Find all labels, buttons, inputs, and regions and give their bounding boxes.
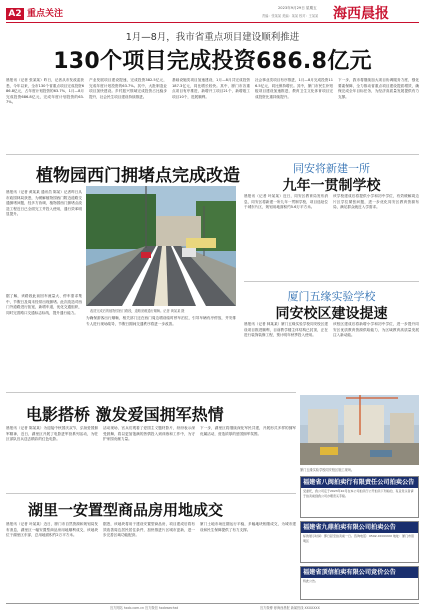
housing-title: 湖里一安置型商品房用地成交 [28,501,224,519]
film-col-1: 晨报讯（记者 陈某某）为迎接中秋国庆双节，弘扬爱国拥军精神，近日，湖里区开展了电影进军营系列活动，为驻区部队官兵送去精彩的红色电影。 [6,426,98,442]
footer-right: 官方微博 @海西晨报 新闻热线 XXXXXXX [260,606,320,610]
ad-title-bar [301,567,418,578]
film-title: 电影搭桥 激发爱国拥军热情 [26,405,224,424]
garden-col-3: 为确保游客出行顺畅，相关部门还在西门周边增设临时停车泊位，引导车辆有序停放，并安排专人进行现场疏导，节假日期间交通秩序将进一步改善。 [86,316,236,326]
lead-col-5: 下一步，我市将继续加大项目协调服务力度，强化要素保障，全力推动省重点项目建设提质增效，确保完成全年目标任务，为经济高质量发展提供有力支撑。 [338,78,419,99]
garden-photo [86,186,236,306]
divider [244,281,419,282]
auction-ad-2 [300,521,419,563]
school2-col-2: 该校区建成后将新增小学和初中学位，进一步提升同安区优质教育资源供给能力，为区域教育高质量发展注入新动能。 [333,322,419,338]
divider [6,154,419,155]
lead-col-4: 社会事业类项目有序推进，1月—8月完成投资116.5亿元，同比保持增长。其中，厦门市民生补短板项目建设加速推进，教育卫生文化体育项目完成投资比重持续提升。 [255,78,333,99]
housing-col-2: 据悉，该地块将用于建设安置型商品房，项目建成后将有效改善周边居民居住条件，加快推进片区城市更新，进一步完善区域功能配套。 [103,522,195,538]
film-col-3: 下一步，湖里区将继续深化军民共建，开展形式多样的拥军优属活动，营造浓厚的爱国拥军氛围。 [200,426,296,436]
lead-col-3: 基础设施类项目加速建设，1月—8月共完成投资187.3亿元，同比增长较快。其中，厦门市各重点项目有序推进，新增开工项目21个，新增竣工项目10个，进展顺利。 [172,78,250,99]
street-scene-image [86,186,236,306]
ad-title-bar [301,477,418,488]
lead-col-1: 晨报讯（记者 张某某）昨日，记者从市发改委获悉，今年以来，全市130个省重点项目完成投资686.8亿元，占年度计划投资的63.7%，1月—8月完成投资686.8亿元，完成年度计划投资的63.7%。 [6,78,84,105]
page-number: A2 [8,9,22,19]
housing-col-3: 厦门土地市场近期运行平稳，多幅地块相继成交，为城市建设和民生保障提供了有力支撑。 [200,522,296,532]
ad-title-bar [301,522,418,533]
film-col-2: 活动现场，官兵们观看了爱国主义题材影片，纷纷表示深受鼓舞，将以更加饱满的热情投入到训练和工作中，为守护家园贡献力量。 [103,426,195,442]
school-photo [300,395,419,465]
construction-site-image [300,395,419,465]
footer-rule [6,603,419,604]
footer-left: 官方网站 hxcb.com.cn 官方微信 hxcbwechat [110,606,178,610]
garden-title: 植物园西门拥堵点完成改造 [36,166,240,186]
ad-body: 特此公告。 [303,579,319,583]
lead-title: 130个项目完成投资686.8亿元 [53,49,372,74]
lead-kicker: 1月—8月，我市省重点项目建设顺利推进 [125,32,300,43]
school-photo-caption: 厦门五缘实验学校同安校区施工现场。 [300,468,355,472]
ad-title: 福建省顶信拍卖有限公司竞价公告 [303,569,396,576]
page-number-badge [6,8,24,20]
lead-col-2: 产业发展项目建设提速，完成投资382.5亿元，完成年度计划投资的63.7%。其中，大批制造业项目加快建设。乡村振兴领域完成投资占比稳步提升，社会民生项目建设持续推进。 [89,78,167,99]
auction-ad-3 [300,566,419,600]
school2-title: 同安校区建设提速 [275,306,388,322]
section-label: 重点关注 [27,9,64,19]
auction-ad-1 [300,476,419,518]
masthead-logo: 海西晨报 [333,6,389,22]
issue-date: 2023年9月29日 星期五 [278,6,317,10]
school1-col-2: 该学校建成后将提供小学和初中学位，有效缓解周边片区学位紧张问题，进一步优化同安区教育资源布局，满足群众就近入学需求。 [333,194,419,210]
editor-credits: 责编：张某某 美编：某某 校对：王某某 [262,14,319,18]
page-header [0,0,425,22]
garden-col-2: 据了解，该路段此前因车流量大、停车需求集中，节假日及周末经常出现拥堵。此次改造对西门外道路进行拓宽，新增车道，优化交通组织，同时完善路口交通标志标线，提升通行能力。 [6,294,82,315]
divider [6,493,296,494]
ad-body: 标的展示时间：即日起至拍卖前一日。咨询电话：0592-XXXXXXX 地址：厦门市思明区 [303,534,415,543]
school2-kicker: 厦门五缘实验学校 [287,290,376,303]
divider [6,392,296,393]
header-rule [6,22,419,23]
school1-kicker: 同安将新建一所 [293,162,370,175]
housing-col-1: 晨报讯（记者 叶某某）近日，厦门市自然资源和规划局发布消息，湖里区一幅安置型商品房用地顺利成交，该地块位于湖里区东部，总用地面积约2万平方米。 [6,522,98,538]
ad-title: 福建省八闽拍卖行有限责任公司拍卖公告 [303,479,415,486]
garden-col-1: 晨报讯（记者 黄某某 通讯员 陈某）记者昨日从市政园林局获悉，为缓解植物园西门附近道路交通拥堵问题，经多方协调，植物园西门拥堵点改造工程近日已全面完工并投入使用，通行效率明显提升。 [6,190,82,217]
garden-photo-caption: 改造完成后的植物园西门路段，道路宽敞通行顺畅。记者 黄某某 摄 [90,309,185,313]
ad-title: 福建省九鼎拍卖有限公司拍卖公告 [303,524,396,531]
school1-col-1: 晨报讯（记者 叶某某）近日，同安区教育局发布消息，同安区将新建一所九年一贯制学校，项目选址位于城东片区，规划用地面积约5.6万平方米。 [244,194,328,210]
school2-col-1: 晨报讯（记者 林某某）厦门五缘实验学校同安校区建设项目推进顺利，目前教学楼主体结构已封顶，正在进行装饰装修工程，预计明年秋季投入使用。 [244,322,328,338]
school1-title: 九年一贯制学校 [282,178,381,194]
ad-body: 受委托，我公司定于2023年10月在本公司拍卖厅公开拍卖下列标的，有意竞买者请于拍卖前到我公司办理竞买手续。 [303,489,414,498]
